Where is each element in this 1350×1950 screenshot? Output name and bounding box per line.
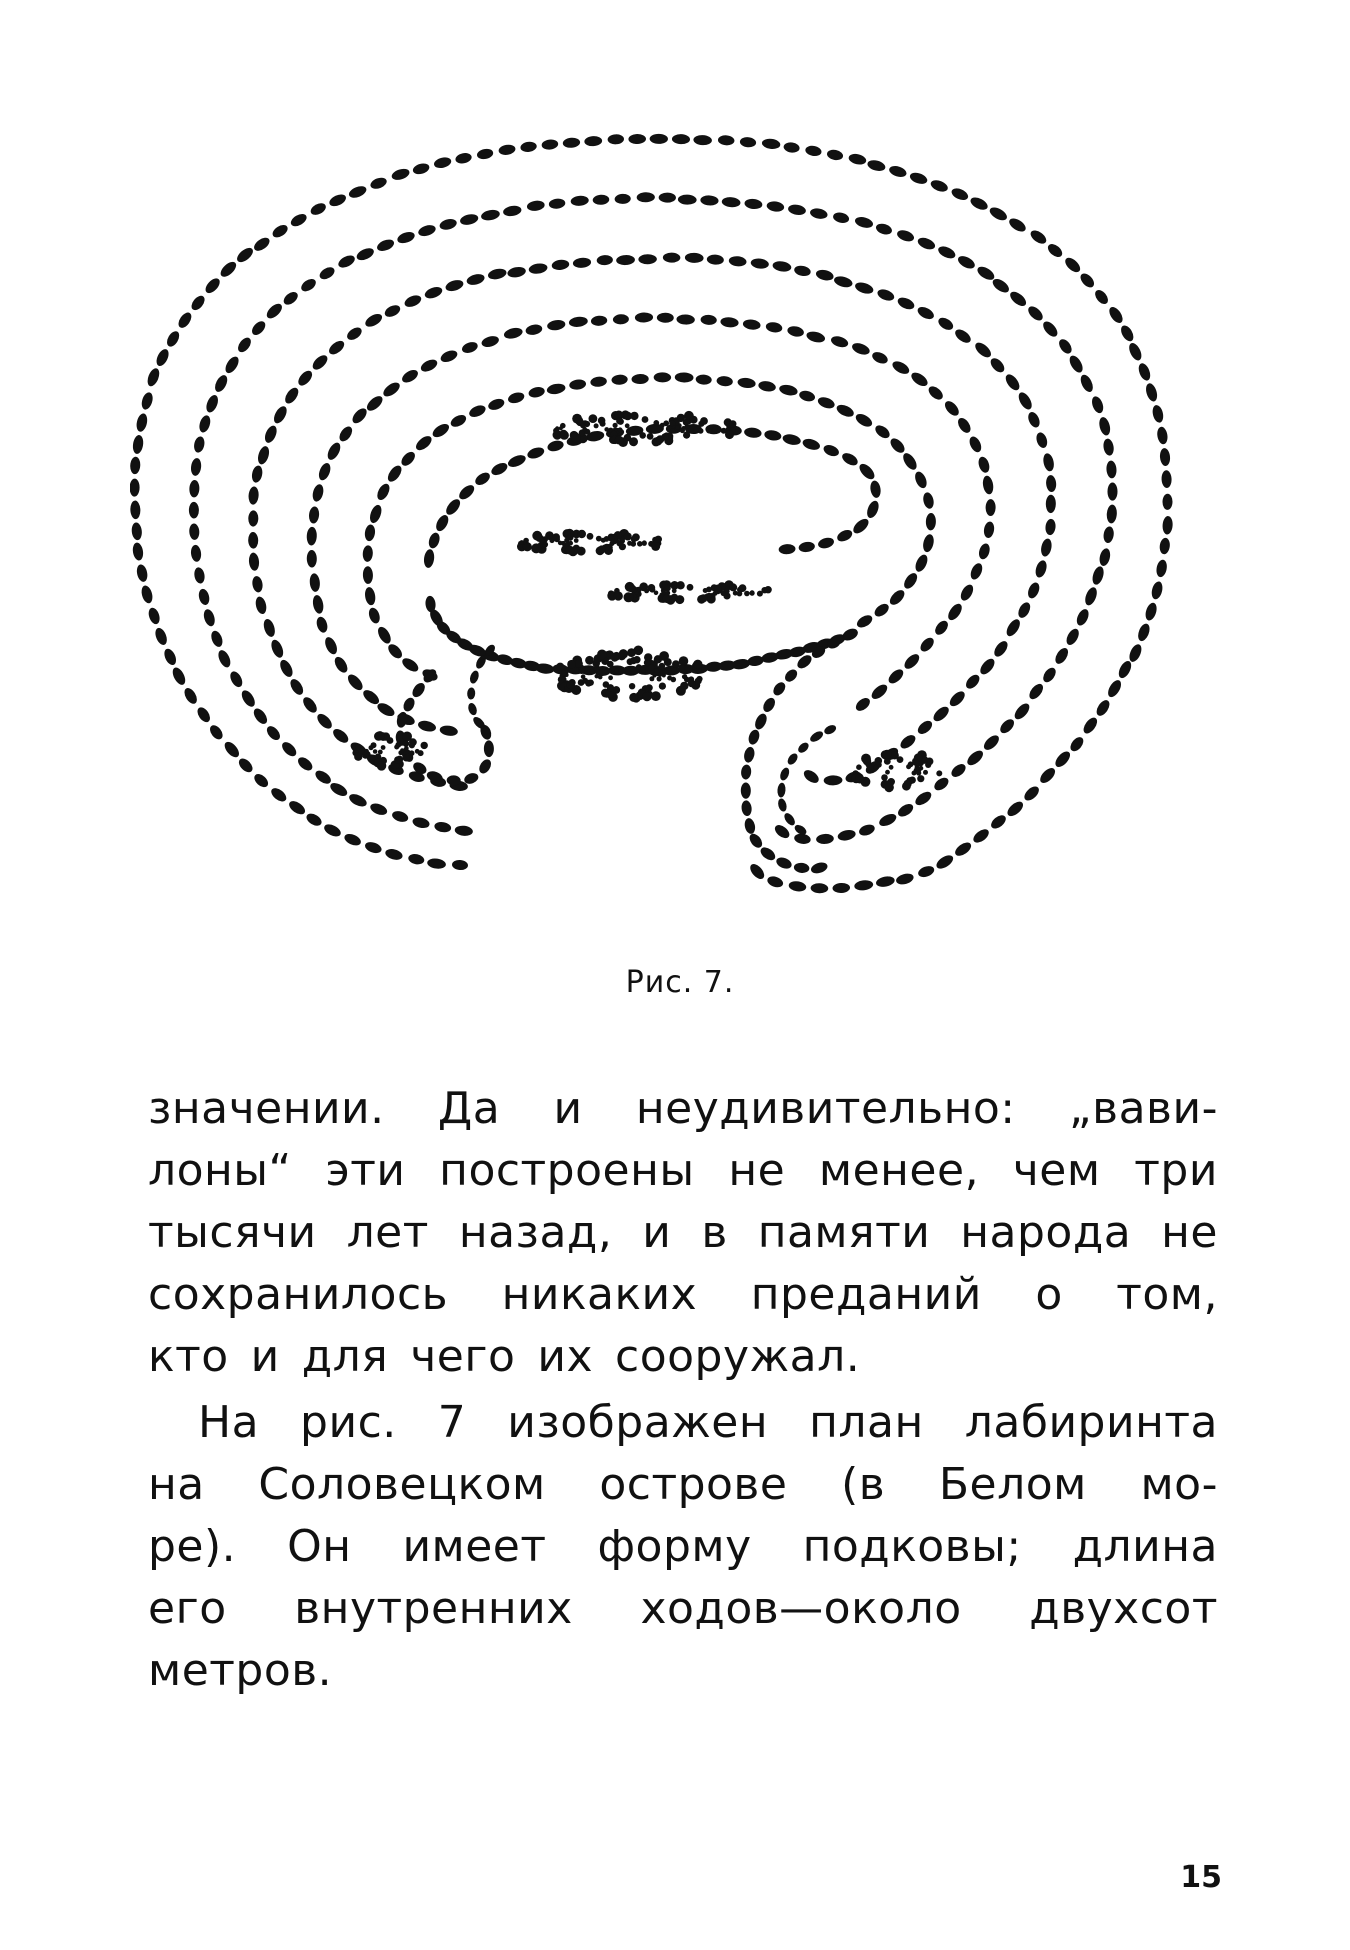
labyrinth-ring <box>130 134 1173 894</box>
word: народа <box>960 1207 1132 1258</box>
text-line <box>148 1578 1218 1640</box>
text-line <box>148 1202 1218 1264</box>
word: Соловецком <box>258 1459 546 1510</box>
word: острове <box>599 1459 788 1510</box>
word: и <box>642 1207 672 1258</box>
word: построены <box>439 1145 695 1196</box>
text-line <box>148 1078 1218 1140</box>
word: имеет <box>402 1521 547 1572</box>
word: памяти <box>757 1207 931 1258</box>
word: для <box>301 1331 389 1382</box>
word: метров. <box>148 1645 333 1696</box>
word: план <box>809 1397 924 1448</box>
paragraph <box>148 1078 1218 1388</box>
text-line <box>148 1140 1218 1202</box>
paragraph <box>148 1392 1218 1702</box>
word: на <box>148 1459 205 1510</box>
word: сооружал. <box>615 1331 861 1382</box>
figure-caption-text: Рис. 7. <box>625 965 735 1000</box>
word: ре). <box>148 1521 237 1572</box>
labyrinth-ring <box>425 595 860 676</box>
word: мо- <box>1140 1459 1218 1510</box>
word: лабиринта <box>964 1397 1218 1448</box>
labyrinth-cluster <box>607 580 771 604</box>
word: подковы; <box>802 1521 1022 1572</box>
word: 7 <box>437 1397 467 1448</box>
word: менее, <box>818 1145 980 1196</box>
word: преданий <box>750 1269 982 1320</box>
word: их <box>537 1331 594 1382</box>
word: длина <box>1072 1521 1218 1572</box>
word: Да <box>437 1083 501 1134</box>
word: неудивительно: <box>635 1083 1016 1134</box>
text-line <box>148 1640 1218 1702</box>
word: никаких <box>501 1269 698 1320</box>
word: „вави- <box>1068 1083 1218 1134</box>
word: Белом <box>938 1459 1087 1510</box>
word: кто <box>148 1331 229 1382</box>
word: На <box>198 1397 260 1448</box>
word: в <box>701 1207 728 1258</box>
text-line <box>148 1454 1218 1516</box>
word: лет <box>346 1207 429 1258</box>
word: не <box>1161 1207 1218 1258</box>
word: рис. <box>300 1397 397 1448</box>
word: изображен <box>507 1397 769 1448</box>
word: чего <box>410 1331 516 1382</box>
text-line <box>148 1516 1218 1578</box>
word: двухсот <box>1029 1583 1218 1634</box>
word: не <box>728 1145 786 1196</box>
labyrinth-ring <box>189 192 1118 845</box>
word: чем <box>1012 1145 1101 1196</box>
text-line <box>148 1264 1218 1326</box>
word: и <box>250 1331 280 1382</box>
word: о <box>1035 1269 1063 1320</box>
labyrinth-cluster <box>553 410 737 447</box>
word: сохранилось <box>148 1269 449 1320</box>
word: и <box>553 1083 583 1134</box>
page-number: 15 <box>1180 1860 1222 1895</box>
labyrinth-cluster <box>851 750 942 793</box>
word: том, <box>1116 1269 1218 1320</box>
word: Он <box>287 1521 352 1572</box>
labyrinth-drawing <box>130 130 1230 950</box>
text-line <box>148 1392 1218 1454</box>
word: (в <box>841 1459 886 1510</box>
word: форму <box>597 1521 752 1572</box>
word: тысячи <box>148 1207 317 1258</box>
figure-caption <box>0 965 1350 1000</box>
word: назад, <box>458 1207 613 1258</box>
labyrinth-cluster <box>517 529 662 557</box>
labyrinth-figure <box>130 130 1230 950</box>
word: три <box>1134 1145 1218 1196</box>
word: эти <box>325 1145 406 1196</box>
word: его <box>148 1583 227 1634</box>
text-line <box>148 1326 1218 1388</box>
word: внутренних <box>294 1583 573 1634</box>
word: ходов—около <box>640 1583 962 1634</box>
body-text <box>148 1078 1218 1702</box>
word: лоны“ <box>148 1145 292 1196</box>
word: значении. <box>148 1083 385 1134</box>
